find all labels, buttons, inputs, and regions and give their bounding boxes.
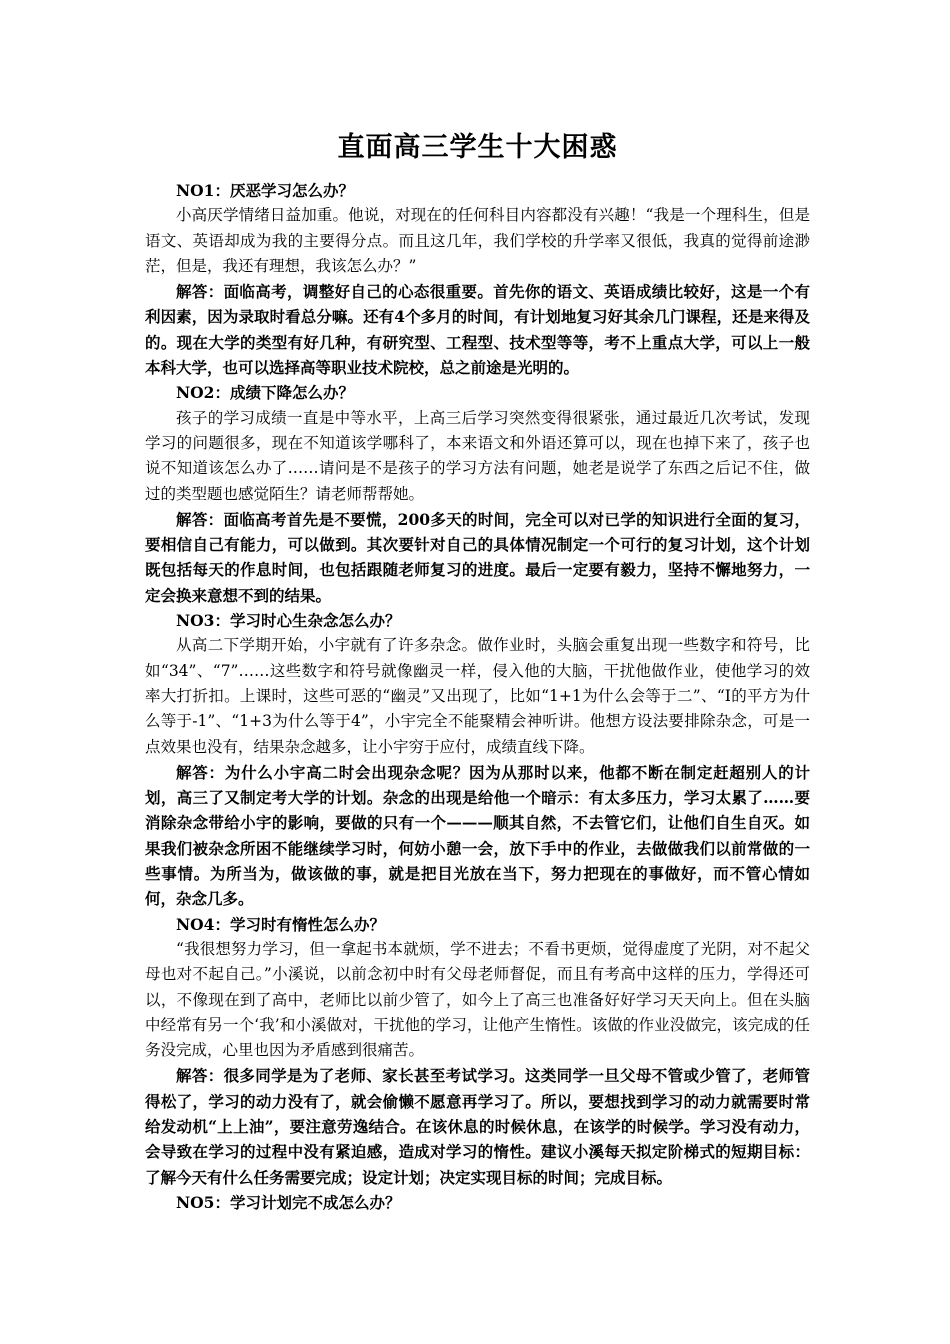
question-paragraph: “我很想努力学习，但一拿起书本就烦，学不进去；不看书更烦，觉得虚度了光阴，对不起父母也对不起自己。”小溪说，以前念初中时有父母老师督促，而且有考高中这样的压力，学得还可以，不像现在到了高中，老师比以前少管了，如今上了高三也准备好好学习天天向上。但在头脑中经常有另一个‘我’和小溪做对，干扰他的学习，让他产生惰性。该做的作业没做完，该完成的任务没完成，心里也因为矛盾感到很痛苦。 bbox=[145, 939, 810, 1060]
question-paragraph: 小高厌学情绪日益加重。他说，对现在的任何科目内容都没有兴趣！“我是一个理科生，但是语文、英语却成为我的主要得分点。而且这几年，我们学校的升学率又很低，我真的觉得前途渺茫，但是，我还有理想，我该怎么办？” bbox=[145, 206, 810, 275]
document-title: 直面高三学生十大困惑 bbox=[337, 132, 618, 163]
document-page bbox=[145, 128, 810, 1215]
question-paragraph: 孩子的学习成绩一直是中等水平，上高三后学习突然变得很紧张，通过最近几次考试，发现学习的问题很多，现在不知道该学哪科了，本来语文和外语还算可以，现在也掉下来了，孩子也说不知道该怎么办了……请问是不是孩子的学习方法有问题，她老是说学了东西之后记不住，做过的类型题也感觉陌生？请老师帮帮她。 bbox=[145, 408, 810, 503]
section-heading: NO5：学习计划完不成怎么办？ bbox=[176, 1192, 401, 1212]
section-no5 bbox=[145, 1190, 810, 1215]
section-no3 bbox=[145, 608, 810, 912]
section-heading: NO3：学习时心生杂念怎么办？ bbox=[176, 611, 401, 631]
answer-paragraph: 解答：面临高考，调整好自己的心态很重要。首先你的语文、英语成绩比较好，这是一个有利因素，因为录取时看总分嘛。还有4个多月的时间，有计划地复习好其余几门课程，还是来得及的。现在大学的类型有好几种，有研究型、工程型、技术型等等，考不上重点大学，可以上一般本科大学，也可以选择高等职业技术院校，总之前途是光明的。 bbox=[145, 282, 810, 378]
answer-paragraph: 解答：面临高考首先是不要慌，200多天的时间，完全可以对已学的知识进行全面的复习，要相信自己有能力，可以做到。其次要针对自己的具体情况制定一个可行的复习计划，这个计划既包括每天的作息时间，也包括跟随老师复习的进度。最后一定要有毅力，坚持不懈地努力，一定会换来意想不到的结果。 bbox=[145, 509, 810, 605]
section-no2 bbox=[145, 380, 810, 608]
question-paragraph: 从高二下学期开始，小宇就有了许多杂念。做作业时，头脑会重复出现一些数字和符号，比如“34”、“7”……这些数字和符号就像幽灵一样，侵入他的大脑，干扰他做作业，使他学习的效率大打折扣。上课时，这些可恶的“幽灵”又出现了，比如“1+1为什么会等于二”、“I的平方为什么等于-1”、“1+3为什么等于4”，小宇完全不能聚精会神听讲。他想方设法要排除杂念，可是一点效果也没有，结果杂念越多，让小宇穷于应付，成绩直线下降。 bbox=[145, 636, 810, 756]
answer-paragraph: 解答：为什么小宇高二时会出现杂念呢？因为从那时以来，他都不断在制定赶超别人的计划，高三了又制定考大学的计划。杂念的出现是给他一个暗示：有太多压力，学习太累了……要消除杂念带给小宇的影响，要做的只有一个———顺其自然，不去管它们，让他们自生自灭。如果我们被杂念所困不能继续学习时，何妨小憩一会，放下手中的作业，去做做我们以前常做的一些事情。为所当为，做该做的事，就是把目光放在当下，努力把现在的事做好，而不管心情如何，杂念几多。 bbox=[145, 762, 810, 909]
section-heading: NO1：厌恶学习怎么办？ bbox=[176, 181, 354, 200]
answer-paragraph: 解答：很多同学是为了老师、家长甚至考试学习。这类同学一旦父母不管或少管了，老师管得松了，学习的动力没有了，就会偷懒不愿意再学习了。所以，要想找到学习的动力就需要时常给发动机“上上油”，要注意劳逸结合。在该休息的时候休息，在该学的时候学。学习没有动力，会导致在学习的过程中没有紧迫感，造成对学习的惰性。建议小溪每天拟定阶梯式的短期目标：了解今天有什么任务需要完成；设定计划；决定实现目标的时间；完成目标。 bbox=[145, 1066, 810, 1187]
section-heading: NO2：成绩下降怎么办？ bbox=[176, 383, 354, 403]
section-no1 bbox=[145, 178, 810, 380]
section-heading: NO4：学习时有惰性怎么办？ bbox=[176, 914, 385, 934]
section-no4 bbox=[145, 912, 810, 1190]
